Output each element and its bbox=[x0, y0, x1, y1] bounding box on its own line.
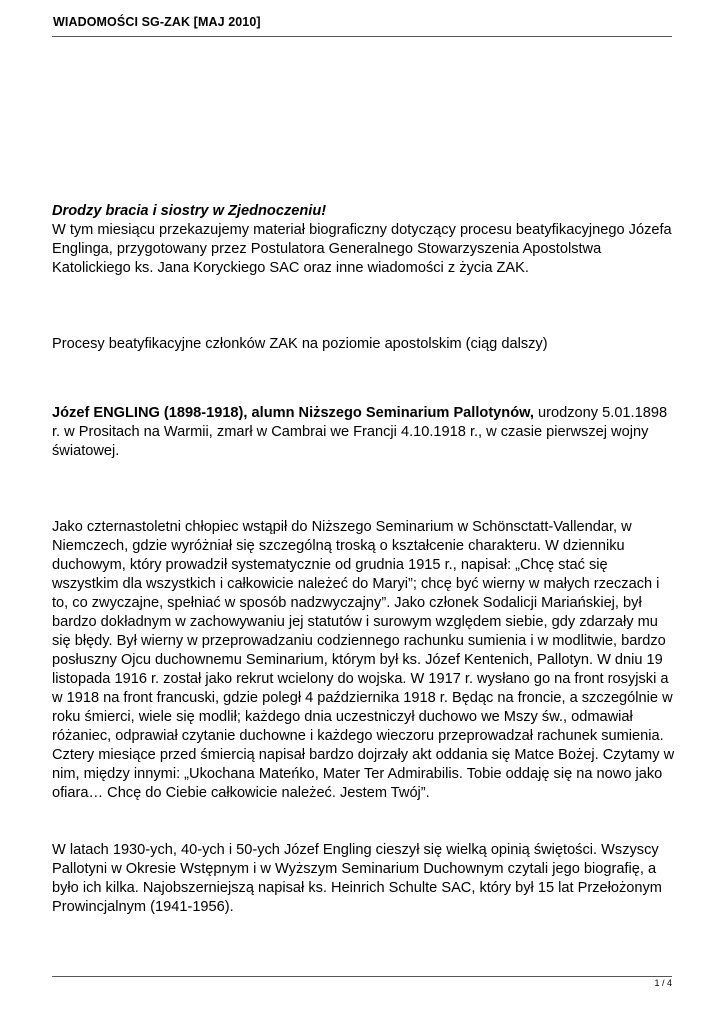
biography-paragraph: Jako czternastoletni chłopiec wstąpił do Niższego Seminarium w Schönsctatt-Vallendar, w Niemczech, gdzie wyróżniał się szczególną troską o kształcenie charakteru. W dzienniku duchowym, który prowadził systematycznie od grudnia 1915 r., napisał: „Chcę stać się wszystkim dla wszystkich i całkowicie należeć do Maryi”; chcę być wierny w małych rzeczach i to, co zwyczajne, spełniać w sposób nadzwyczajny”. Jako członek Sodalicji Mariańskiej, był bardzo dokładnym w zachowywaniu jej statutów i surowym względem siebie, gdy zdarzały mu się błędy. Był wierny w przeprowadzaniu codziennego rachunku sumienia i w modlitwie, bardzo posłuszny Ojcu duchownemu Seminarium, którym był ks. Józef Kentenich, Pallotyn. W dniu 19 listopada 1916 r. został jako rekrut wcielony do wojska. W 1917 r. wysłano go na front rosyjski a w 1918 na front francuski, gdzie poległ 4 października 1918 r. Będąc na froncie, a szczególnie w roku śmierci, wiele się modlił; każdego dnia uczestniczył duchowo we Mszy św., odmawiał różaniec, odprawiał czytanie duchowne i każdego wieczoru przeprowadzał rachunek sumienia. Cztery miesiące przed śmiercią napisał bardzo dojrzały akt oddania się Matce Bożej. Czytamy w nim, między innymi: „Ukochana Mateńko, Mater Ter Admirabilis. Tobie oddaję się na nowo jako ofiara… Chcę do Ciebie całkowicie należeć. Jestem Twój”. bbox=[52, 519, 675, 801]
spacer bbox=[52, 461, 677, 518]
person-intro-paragraph bbox=[52, 404, 677, 461]
spacer bbox=[52, 354, 677, 404]
header-divider bbox=[52, 36, 672, 37]
intro-paragraph: W tym miesiącu przekazujemy materiał biograficzny dotyczący procesu beatyfikacyjnego Józefa Englinga, przygotowany przez Postulatora Generalnego Stowarzyszenia Apostolstwa Katolickiego ks. Jana Koryckiego SAC oraz inne wiadomości z życia ZAK. bbox=[52, 222, 672, 276]
section-title: Procesy beatyfikacyjne członków ZAK na poziomie apostolskim (ciąg dalszy) bbox=[52, 336, 548, 352]
footer-divider bbox=[52, 976, 672, 977]
document-body bbox=[52, 202, 677, 917]
spacer bbox=[52, 803, 677, 841]
legacy-paragraph: W latach 1930-ych, 40-ych i 50-ych Józef Engling cieszył się wielką opinią świętości. Wszyscy Pallotyni w Okresie Wstępnym i w Wyższym Seminarium Duchownym czytali jego biografię, a było ich kilka. Najobszerniejszą napisał ks. Heinrich Schulte SAC, który był 15 lat Przełożonym Prowincjalnym (1941-1956). bbox=[52, 842, 662, 915]
page-number: 1 / 4 bbox=[654, 978, 672, 988]
greeting-line: Drodzy bracia i siostry w Zjednoczeniu! bbox=[52, 203, 327, 219]
spacer bbox=[52, 278, 677, 335]
person-details: urodzony 5.01.1898 r. w Prositach na Warmii, zmarł w Cambrai we Francji 4.10.1918 r., w czasie pierwszej wojny światowej. bbox=[52, 405, 668, 459]
document-header-title: WIADOMOŚCI SG-ZAK [MAJ 2010] bbox=[53, 15, 261, 29]
person-name: Józef ENGLING (1898-1918), alumn Niższego Seminarium Pallotynów, bbox=[52, 405, 534, 421]
